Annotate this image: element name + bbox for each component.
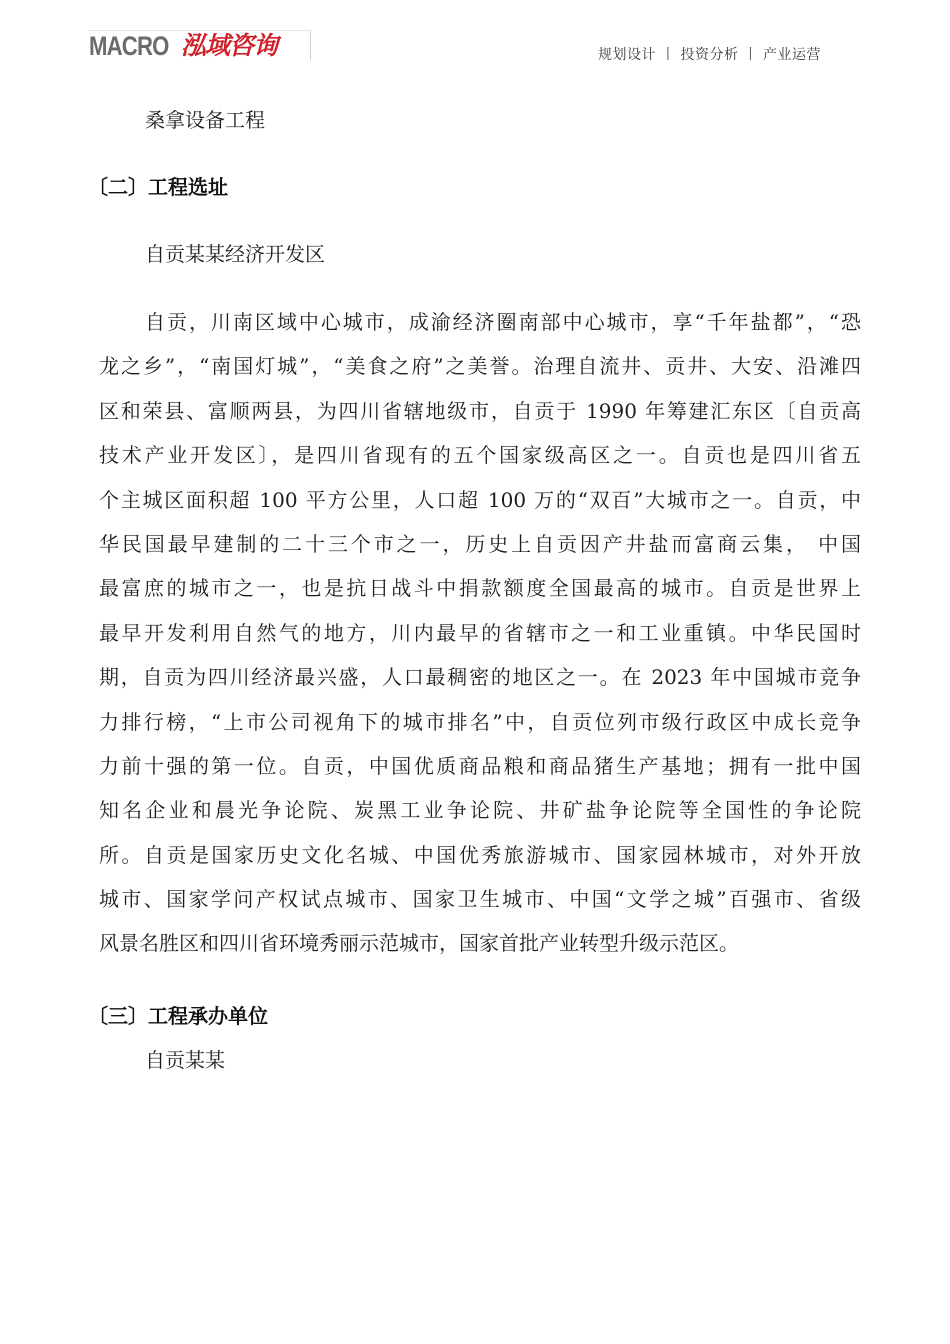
description-line: 个主城区面积超 100 平方公里，人口超 100 万的“双百”大城市之一。自贡，中 bbox=[99, 487, 861, 512]
tagline-item-planning: 规划设计 bbox=[598, 47, 656, 63]
description-line: 自贡，川南区域中心城市，成渝经济圈南部中心城市，享“千年盐都”，“恐 bbox=[145, 310, 861, 334]
description-line: 知名企业和晨光争论院、炭黑工业争论院、井矿盐争论院等全国性的争论院 bbox=[99, 798, 861, 823]
section-heading-site: 〔二〕工程选址 bbox=[88, 175, 228, 199]
site-location: 自贡某某经济开发区 bbox=[145, 242, 325, 266]
company-logo bbox=[89, 30, 311, 60]
logo-text-en: MACRO bbox=[89, 30, 169, 61]
description-line: 华民国最早建制的二十三个市之一，历史上自贡因产井盐而富商云集， 中国 bbox=[99, 531, 861, 556]
project-name: 桑拿设备工程 bbox=[145, 108, 265, 132]
page-header bbox=[0, 0, 950, 80]
undertaker-name: 自贡某某 bbox=[145, 1048, 225, 1072]
description-line: 最早开发利用自然气的地方，川内最早的省辖市之一和工业重镇。中华民国时 bbox=[99, 620, 861, 645]
site-description bbox=[99, 308, 861, 974]
description-line: 所。自贡是国家历史文化名城、中国优秀旅游城市、国家园林城市，对外开放 bbox=[99, 842, 861, 867]
description-line: 期，自贡为四川经济最兴盛，人口最稠密的地区之一。在 2023 年中国城市竞争 bbox=[99, 665, 861, 690]
tagline-item-operation: 产业运营 bbox=[763, 47, 821, 63]
description-line: 龙之乡”，“南国灯城”，“美食之府”之美誉。治理自流井、贡井、大安、沿滩四 bbox=[99, 354, 861, 379]
description-line: 风景名胜区和四川省环境秀丽示范城市，国家首批产业转型升级示范区。 bbox=[99, 931, 739, 956]
section-heading-undertaker: 〔三〕工程承办单位 bbox=[88, 1004, 268, 1028]
tagline-separator: 丨 bbox=[743, 47, 758, 63]
description-line: 力前十强的第一位。自贡，中国优质商品粮和商品猪生产基地；拥有一批中国 bbox=[99, 753, 861, 778]
description-line: 力排行榜，“上市公司视角下的城市排名”中，自贡位列市级行政区中成长竞争 bbox=[99, 709, 861, 734]
tagline-item-investment: 投资分析 bbox=[680, 47, 739, 63]
description-line: 最富庶的城市之一，也是抗日战斗中捐款额度全国最高的城市。自贡是世界上 bbox=[99, 576, 861, 601]
tagline-separator: 丨 bbox=[661, 47, 676, 63]
description-line: 区和荣县、富顺两县，为四川省辖地级市，自贡于 1990 年筹建汇东区〔自贡高 bbox=[99, 398, 861, 423]
header-tagline bbox=[598, 44, 821, 64]
logo-text-cn: 泓域咨询 bbox=[181, 30, 278, 60]
description-line: 城市、国家学问产权试点城市、国家卫生城市、中国“文学之城”百强市、省级 bbox=[99, 887, 861, 912]
description-line: 技术产业开发区〕，是四川省现有的五个国家级高区之一。自贡也是四川省五 bbox=[99, 443, 861, 468]
